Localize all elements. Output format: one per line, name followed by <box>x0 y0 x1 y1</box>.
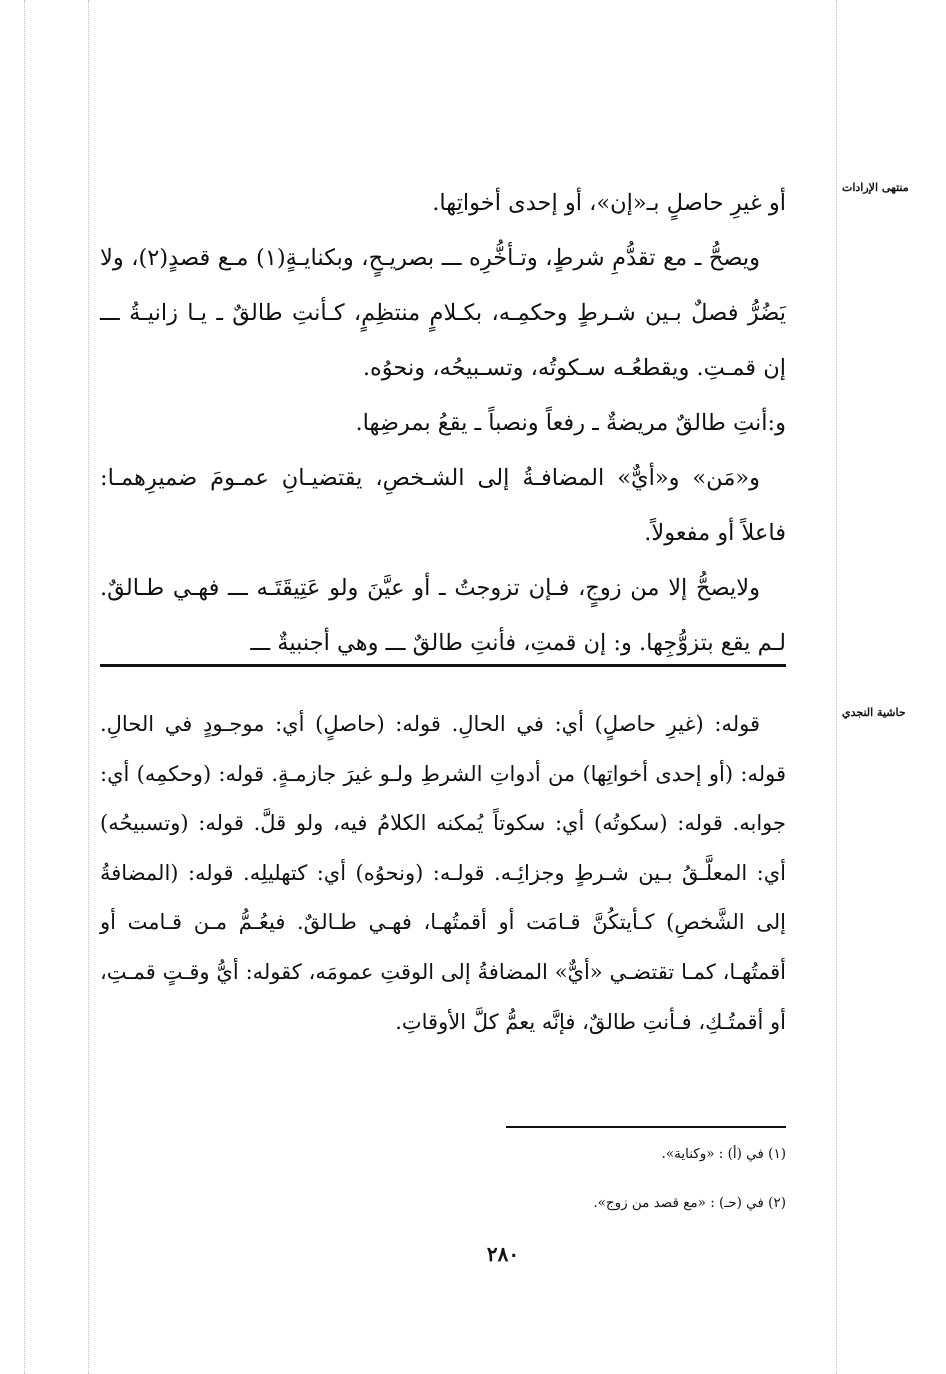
side-label-main: منتهى الإرادات <box>842 181 909 194</box>
commentary-text: قوله: (غيرِ حاصلٍ) أي: في الحالِ. قوله: (حاصلٍ) أي: موجـودٍ في الحالِ. قوله: (أو إحدى أخواتِها) من أدواتِ الشرطِ ولـو غيرَ جازمـةٍ. قوله: (وحكمِه) أي: جوابه. قوله: (سكوتُه) أي: سكوتاً يُمكنه الكلامُ فيه، ولو قلَّ. قوله: (وتسبيحُه) أي: المعلَّـقُ بـين شـرطٍ وجزائِـه. قولـه: (ونحوُه) أي: كتهليلِه. قوله: (المضافةُ إلى الشَّخصِ) كـأيتكُنَّ قـامَت أو أقمتُهـا، فهـي طـالقٌ. فيعُـمُّ مـن قـامت أو أقمتُهـا، كمـا تقتضـي «أيٌّ» المضافةُ إلى الوقتِ عمومَه، كقوله: أيُّ وقـتٍ قمـتِ، أو أقمتُـكِ، فـأنتِ طالقٌ، فإنَّه يعمُّ كلَّ الأوقاتِ. <box>100 712 786 1034</box>
footnote-2: (٢) في (حـ) : «مع قصد من زوج». <box>593 1195 786 1211</box>
scan-guide-line <box>24 0 25 1374</box>
page-number: ٢٨٠ <box>486 1242 520 1266</box>
main-paragraph-2: ويصحُّ ـ مع تقدُّمِ شرطٍ، وتـأخُّرِه ـــ بصريـحٍ، وبكنايـةٍ(١) مـع قصدٍ(٢)، ولا يَضُرُّ فصلٌ بـين شـرطٍ وحكمِـه، بكـلامٍ منتظِمٍ، كـأنتِ طالقٌ ـ يـا زانيـةُ ـــ إن قمـتِ. ويقطعُـه سـكوتُه، وتسـبيحُه، ونحوُه. <box>100 245 786 381</box>
main-paragraph-3: و:أنتِ طالقٌ مريضةٌ ـ رفعاً ونصباً ـ يقعُ بمرضِها. <box>355 410 786 436</box>
main-text <box>100 176 786 671</box>
main-paragraph-4: و«مَن» و«أيٌّ» المضافـةُ إلى الشـخصِ، يقتضيـانِ عمـومَ ضميرِهمـا: فاعلاً أو مفعولاً. <box>100 465 786 546</box>
main-paragraph-5: ولايصحُّ إلا من زوجٍ، فـإن تزوجتُ ـ أو عيَّنَ ولو عَتِيقَتَـه ـــ فهـي طـالقٌ. لـم يقع بتزوُّجِها. و: إن قمتِ، فأنتِ طالقٌ ـــ وهي أجنبيةٌ ـــ <box>100 575 786 656</box>
scan-guide-line <box>88 0 89 1374</box>
footnote-divider <box>506 1126 786 1128</box>
scan-guide-line <box>836 0 837 1374</box>
side-label-notes: حاشية النجدي <box>842 706 906 719</box>
footnote-1: (١) في (أ) : «وكناية». <box>661 1146 786 1162</box>
main-paragraph-1: أو غيرِ حاصلٍ بـ«إن»، أو إحدى أخواتِها. <box>432 190 786 216</box>
section-divider <box>100 664 786 667</box>
